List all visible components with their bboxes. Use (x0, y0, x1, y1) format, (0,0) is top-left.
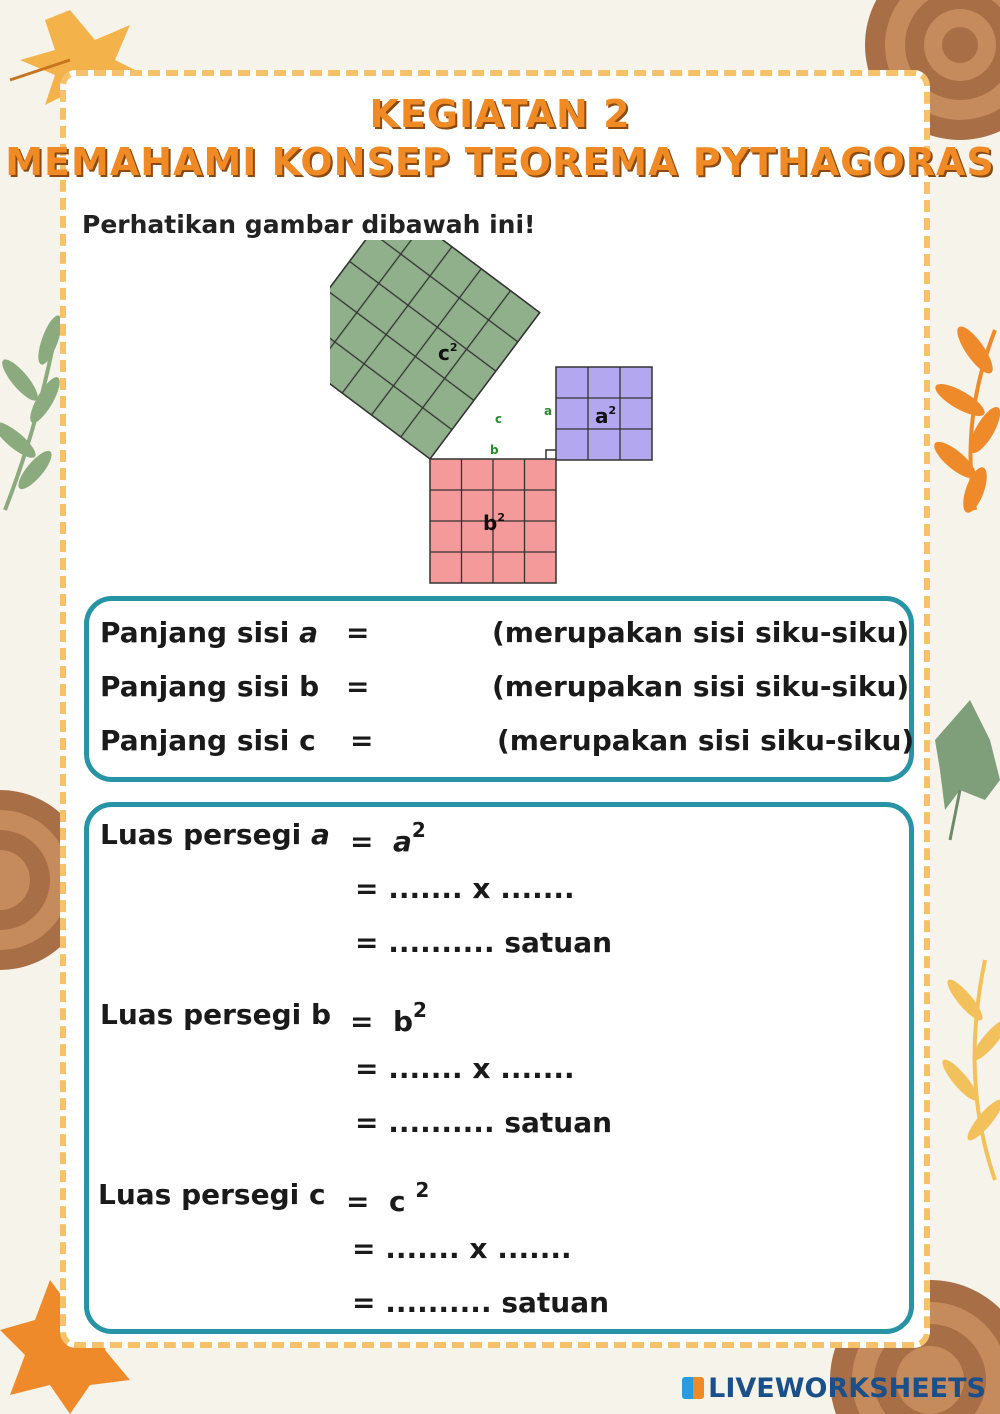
label-a-squared: $a^2$ (595, 404, 617, 428)
label-b-squared: $b^2$ (483, 511, 505, 535)
area-c-label: Luas persegi c (98, 1178, 326, 1211)
area-c-formula: = c $^2$ (346, 1178, 430, 1218)
liveworksheets-watermark: LIVEWORKSHEETS (682, 1373, 986, 1404)
side-c-equals: = (350, 724, 374, 757)
area-b-multiply-line: = ....... x ....... (355, 1052, 575, 1085)
area-b-result-line: = .......... satuan (355, 1106, 613, 1139)
area-a-formula: = $a^2$ (350, 818, 426, 858)
side-b-label: Panjang sisi b (100, 670, 320, 703)
green-maple-leaf-icon (935, 700, 1000, 840)
side-label-a: a (544, 404, 553, 418)
area-b-formula: = $b^2$ (350, 998, 427, 1038)
side-a-note: (merupakan sisi siku-siku) (492, 616, 910, 649)
side-label-b: b (490, 443, 499, 457)
instruction-text: Perhatikan gambar dibawah ini! (82, 210, 536, 239)
side-a-label: Panjang sisi a (100, 616, 318, 649)
side-a-equals: = (346, 616, 370, 649)
area-c-multiply-line: = ....... x ....... (352, 1232, 572, 1265)
side-b-equals: = (346, 670, 370, 703)
title-line-1: KEGIATAN 2 (369, 92, 631, 136)
yellow-branch-icon (938, 960, 1000, 1180)
area-b-label: Luas persegi b (100, 998, 332, 1031)
area-a-result-line: = .......... satuan (355, 926, 613, 959)
label-c-squared: $c^2$ (438, 341, 458, 365)
orange-leaves-icon (929, 322, 1000, 516)
side-c-label: Panjang sisi c (100, 724, 316, 757)
area-c-result-line: = .......... satuan (352, 1286, 610, 1319)
square-c-squared (330, 240, 540, 459)
liveworksheets-logo-icon (682, 1377, 704, 1399)
area-a-multiply-line: = ....... x ....... (355, 872, 575, 905)
title-line-2: MEMAHAMI KONSEP TEOREMA PYTHAGORAS (5, 140, 995, 184)
right-angle-marker (546, 450, 556, 459)
side-c-note: (merupakan sisi siku-siku) (497, 724, 915, 757)
pythagoras-figure (330, 240, 660, 590)
side-b-note: (merupakan sisi siku-siku) (492, 670, 910, 703)
area-a-label: Luas persegi a (100, 818, 330, 851)
side-label-c: c (495, 412, 503, 426)
green-branch-icon (0, 313, 66, 510)
